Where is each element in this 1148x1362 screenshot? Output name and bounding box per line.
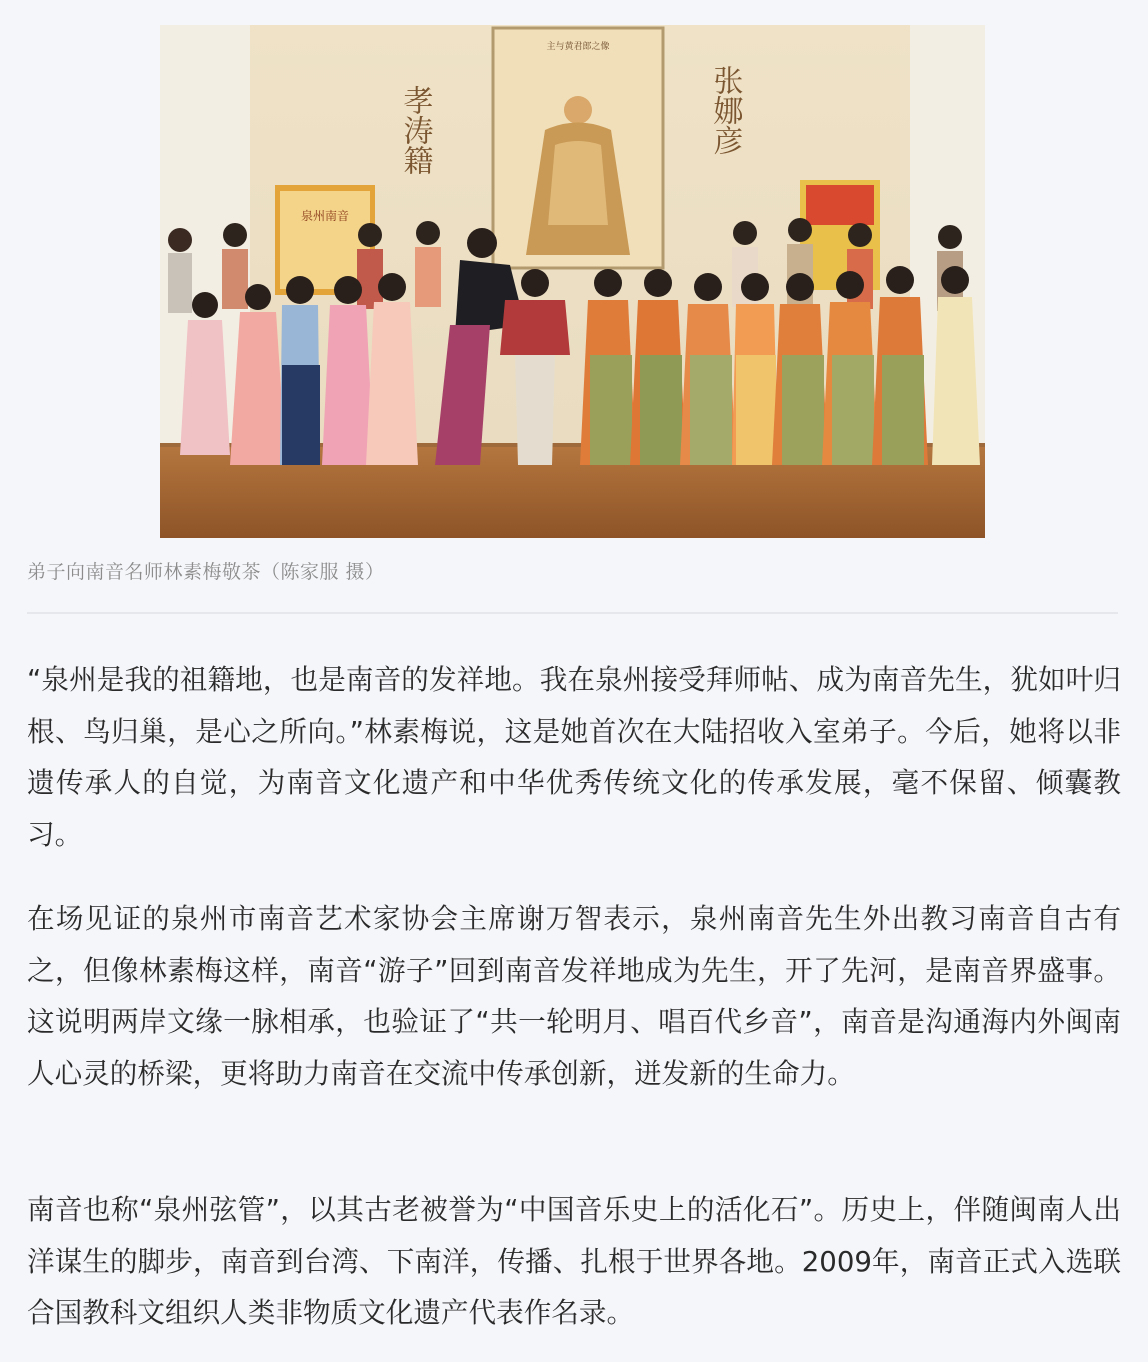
photo-caption: 弟子向南音名师林素梅敬茶（陈家服 摄） <box>27 561 385 583</box>
article-paragraph-3: 南音也称“泉州弦管”，以其古老被誉为“中国音乐史上的活化石”。历史上，伴随闽南人出洋谋生的脚步，南音到台湾、下南洋，传播、扎根于世界各地。2009年，南音正式入选联合国教科文组织人类非物质文化遗产代表作名录。 <box>27 1193 1121 1329</box>
flag-text: 泉州南音 <box>300 209 350 223</box>
caption-divider <box>27 612 1118 614</box>
article-paragraph-1: “泉州是我的祖籍地，也是南音的发祥地。我在泉州接受拜师帖、成为南音先生，犹如叶归根、鸟归巢，是心之所向。”林素梅说，这是她首次在大陆招收入室弟子。今后，她将以非遗传承人的自觉，为南音文化遗产和中华优秀传统文化的传承发展，毫不保留、倾囊教习。 <box>27 663 1121 851</box>
scroll-text-left: 孝涛籍 <box>397 85 433 175</box>
portrait-banner: 主与黄君郎之像 <box>546 42 610 52</box>
article-paragraph-2: 在场见证的泉州市南音艺术家协会主席谢万智表示，泉州南音先生外出教习南音自古有之，但像林素梅这样，南音“游子”回到南音发祥地成为先生，开了先河，是南音界盛事。这说明两岸文缘一脉相承，也验证了“共一轮明月、唱百代乡音”，南音是沟通海内外闽南人心灵的桥梁，更将助力南音在交流中传承创新，迸发新的生命力。 <box>27 902 1121 1090</box>
scroll-text-right: 张娜彦 <box>707 65 743 155</box>
ceremony-photo-illustration <box>160 25 985 538</box>
ceremony-photo <box>160 25 985 538</box>
